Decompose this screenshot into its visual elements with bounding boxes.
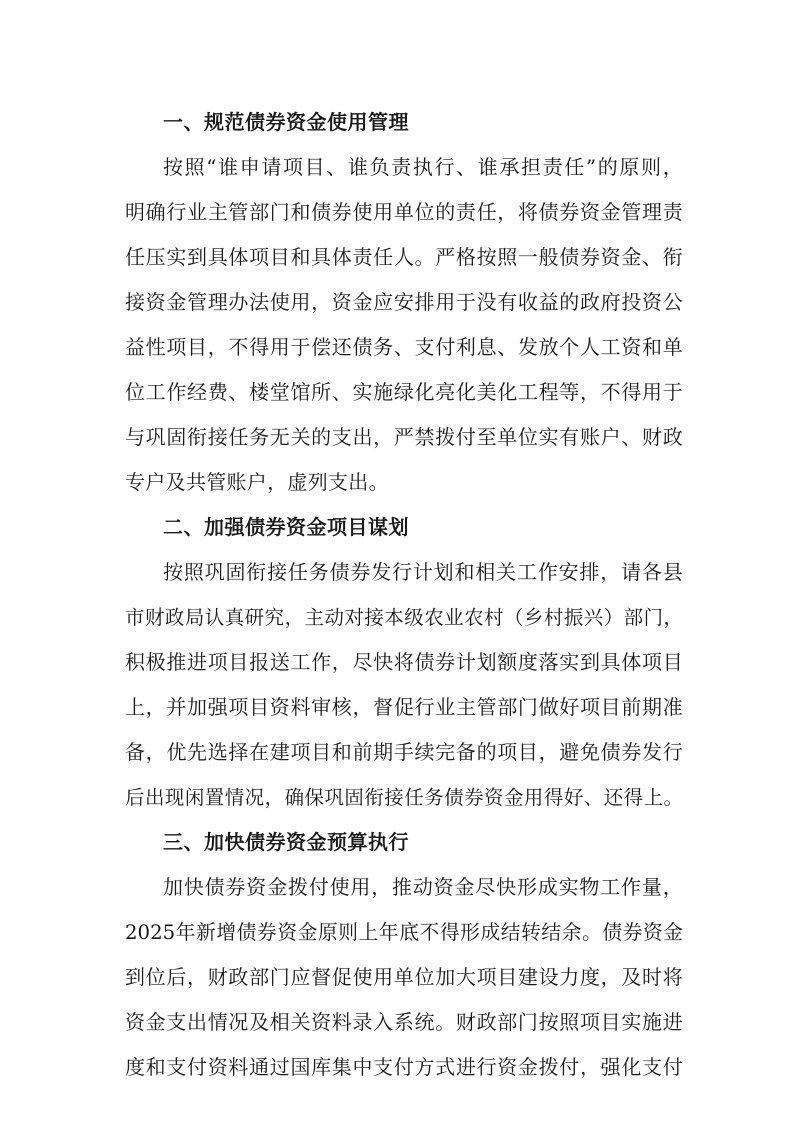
paragraph-line: 2025年新增债券资金原则上年底不得形成结转结余。债券资金 — [125, 921, 683, 944]
paragraph-line: 接资金管理办法使用，资金应安排用于没有收益的政府投资公 — [125, 290, 683, 314]
paragraph-line: 专户及共管账户，虚列支出。 — [125, 470, 389, 494]
paragraph-line: 上，并加强项目资料审核，督促行业主管部门做好项目前期准 — [125, 695, 683, 719]
paragraph-line: 度和支付资料通过国库集中支付方式进行资金拨付，强化支付 — [125, 1055, 683, 1079]
paragraph-line: 到位后，财政部门应督促使用单位加大项目建设力度，及时将 — [125, 965, 683, 989]
section-heading-1: 一、规范债券资金使用管理 — [163, 110, 409, 134]
paragraph-line: 市财政局认真研究，主动对接本级农业农村（乡村振兴）部门， — [125, 606, 683, 629]
paragraph-line: 按照“谁申请项目、谁负责执行、谁承担责任”的原则， — [163, 155, 683, 179]
paragraph-line: 位工作经费、楼堂馆所、实施绿化亮化美化工程等，不得用于 — [125, 380, 683, 404]
paragraph-line: 任压实到具体项目和具体责任人。严格按照一般债券资金、衔 — [125, 245, 683, 269]
paragraph-line: 后出现闲置情况，确保巩固衔接任务债券资金用得好、还得上。 — [125, 786, 683, 809]
paragraph-line: 积极推进项目报送工作，尽快将债券计划额度落实到具体项目 — [125, 650, 683, 674]
document-body — [125, 100, 683, 1090]
section-paragraph-3 — [125, 865, 683, 1090]
paragraph-line: 资金支出情况及相关资料录入系统。财政部门按照项目实施进 — [125, 1010, 683, 1034]
paragraph-line: 与巩固衔接任务无关的支出，严禁拨付至单位实有账户、财政 — [125, 425, 683, 449]
paragraph-line: 备，优先选择在建项目和前期手续完备的项目，避免债券发行 — [125, 740, 683, 764]
section-paragraph-2 — [125, 550, 683, 820]
section-heading-2: 二、加强债券资金项目谋划 — [163, 515, 409, 539]
paragraph-line: 明确行业主管部门和债券使用单位的责任，将债券资金管理责 — [125, 200, 683, 224]
paragraph-line: 按照巩固衔接任务债券发行计划和相关工作安排，请各县 — [163, 560, 683, 584]
paragraph-line: 益性项目，不得用于偿还债务、支付利息、发放个人工资和单 — [125, 335, 683, 359]
section-heading-3: 三、加快债券资金预算执行 — [163, 830, 409, 854]
paragraph-line: 加快债券资金拨付使用，推动资金尽快形成实物工作量， — [163, 875, 683, 899]
section-paragraph-1 — [125, 145, 683, 505]
